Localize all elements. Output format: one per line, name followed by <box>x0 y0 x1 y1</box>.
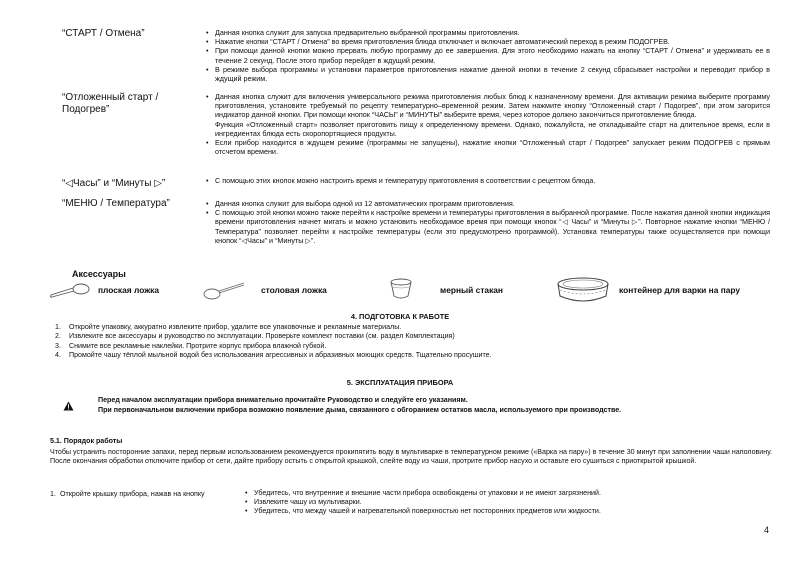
step-number: 1. <box>50 490 56 498</box>
warning-icon <box>63 401 74 411</box>
accessory-soup-spoon: столовая ложка <box>261 285 327 295</box>
step-checklist <box>244 489 774 517</box>
list-item: • Убедитесь, что между чашей и нагревательной поверхностью нет посторонних предметов или жидкости. <box>244 507 774 516</box>
section-4-steps <box>55 323 775 361</box>
accessories-title: Аксессуары <box>72 269 126 279</box>
list-item: 3. Снимите все рекламные наклейки. Протрите корпус прибора влажной губкой. <box>55 341 327 350</box>
list-item: 2. Извлеките все аксессуары и руководство по эксплуатации. Проверьте комплект поставки (см. раздел Комплектация) <box>55 332 455 341</box>
list-item: • С помощью этих кнопок можно настроить время и температуру приготовления в соответствии с рецептом блюда. <box>205 176 770 185</box>
list-item: • Если прибор находится в ждущем режиме (программы не запущены), нажатие кнопки “Отложенный старт / Подогрев” запускает режим ПОДОГРЕВ с прямым отсчетом времени. <box>205 138 770 156</box>
steam-container-icon <box>556 276 610 306</box>
flat-spoon-icon <box>48 282 92 300</box>
list-item: • При помощи данной кнопки можно прервать любую программу до ее завершения. Для этого необходимо нажать на кнопку “СТАРТ / Отмена” и удерживать ее в течение 2 секунд. После этого прибор перейдет в ждущий режим. <box>205 46 770 64</box>
button-name-delay: “Отложенный старт / Подогрев” <box>62 92 159 115</box>
accessory-measuring-cup: мерный стакан <box>440 285 503 295</box>
section-5-title: 5. ЭКСПЛУАТАЦИЯ ПРИБОРА <box>346 378 454 387</box>
hours-minutes-description <box>205 176 770 185</box>
step-text: Откройте крышку прибора, нажав на кнопку <box>60 490 205 498</box>
button-name-start: “СТАРТ / Отмена” <box>62 28 145 39</box>
list-item: • Извлеките чашу из мультиварки. <box>244 498 774 507</box>
button-name-menu: “МЕНЮ / Температура” <box>62 198 170 209</box>
list-item: • Убедитесь, что внутренние и внешние части прибора освобождены от упаковки и не имеют загрязнений. <box>244 489 774 498</box>
list-item: 1. Откройте упаковку, аккуратно извлеките прибор, удалите все упаковочные и рекламные материалы. <box>55 323 402 331</box>
menu-description <box>205 199 770 245</box>
intro-paragraph: Чтобы устранить посторонние запахи, перед первым использованием рекомендуется прокипятить воду в мультиварке в температурном режиме («Варка на пару») в течение 30 минут при заполнении чаши наполовину. После окончания обработки отключите прибор от сети, дайте прибору остыть с открытой крышкой, слейте воду из чаши, протрите прибор насухо и оставьте его сушиться с приоткрытой крышкой. <box>50 448 772 466</box>
list-item-continuation: Функция «Отложенный старт» позволяет приготовить пищу к определенному времени. Однако, пожалуйста, не откладывайте старт на длительное время, если в ингредиентах блюда есть скоропортящиеся продукты. <box>215 119 770 138</box>
measuring-cup-icon <box>388 276 414 302</box>
soup-spoon-icon <box>200 280 248 302</box>
list-item: • Данная кнопка служит для запуска предварительно выбранной программы приготовления. <box>205 28 770 37</box>
list-item: • Нажатие кнопки “СТАРТ / Отмена” во время приготовления блюда отключает и включает автоматический переход в режим ПОДОГРЕВ. <box>205 37 770 46</box>
accessory-steam-container: контейнер для варки на пару <box>619 285 741 295</box>
warning-line-1: Перед началом эксплуатации прибора внимательно прочитайте Руководство и следуйте его указаниям. <box>98 396 468 404</box>
page-number: 4 <box>764 525 770 535</box>
accessory-flat-spoon: плоская ложка <box>98 285 159 295</box>
list-item: 4. Промойте чашу тёплой мыльной водой без использования агрессивных и абразивных моющих средств. Тщательно просушите. <box>55 351 492 360</box>
delay-description <box>205 92 770 156</box>
list-item: • В режиме выбора программы и установки параметров приготовления нажатие данной кнопки в течение 2 секунд сбрасывает настройки и переводит прибор в ждущий режим. <box>205 65 770 83</box>
list-item: • Данная кнопка служит для включения универсального режима приготовления любых блюд к назначенному времени. Для активации режима выберите программу приготовления, установите требуемый по рецепту температурно–временной режим. Затем нажмите кнопку “Отложенный старт / Подогрев”, при этом загорится индикатор данной кнопки. При помощи кнопок “ЧАСЫ” и “МИНУТЫ” выберите время, через которое должно закончиться приготовление блюда. <box>205 92 770 120</box>
list-item: • С помощью этой кнопки можно также перейти к настройке времени и температуры приготовления в выбранной программе. После нажатия данной кнопки индикация времени приготовления начнет мигать и можно установить необходимое время при помощи кнопок “◁ Часы” и “Минуты ▷”. Повторное нажатие кнопки “МЕНЮ / Температура” позволяет перейти к настройке температуры (если это предусмотрено программой). Установка температуры также осуществляется при помощи кнопок “◁Часы” и “Минуты ▷”. <box>205 208 770 245</box>
button-name-hours-minutes: “◁Часы” и “Минуты ▷” <box>62 178 166 189</box>
list-item: • Данная кнопка служит для выбора одной из 12 автоматических программ приготовления. <box>205 199 770 208</box>
start-description <box>205 28 770 83</box>
warning-line-2: При первоначальном включении прибора возможно появление дыма, связанного с обгоранием остатков масла, используемого при производстве. <box>98 406 622 414</box>
subsection-title: 5.1. Порядок работы <box>50 437 123 445</box>
section-4-title: 4. ПОДГОТОВКА К РАБОТЕ <box>350 312 450 321</box>
